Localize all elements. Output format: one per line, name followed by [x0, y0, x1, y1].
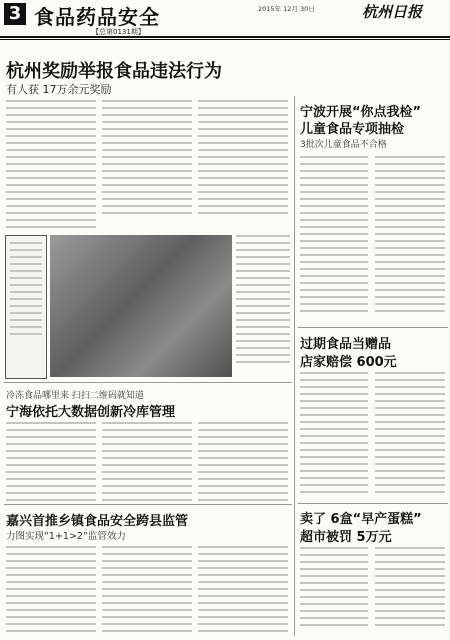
lead-subhead: 有人获 17万余元奖励: [6, 83, 112, 96]
cake-body-2: [375, 547, 445, 631]
coldchain-kicker: 冷冻食品哪里来 扫扫二维码就知道: [6, 391, 144, 401]
section-title: 食品药品安全: [34, 5, 160, 29]
date-line: 2015年 12月 30日: [258, 5, 315, 13]
left-divider-1: [4, 382, 292, 383]
column-divider: [294, 96, 295, 636]
jiaxing-body-1: [6, 546, 96, 637]
coldchain-body-2: [102, 422, 192, 506]
right-divider-1: [298, 327, 448, 328]
right-divider-2: [298, 503, 448, 504]
ningbo-subhead: 3批次儿童食品不合格: [300, 140, 387, 150]
coldchain-headline: 宁海依托大数据创新冷库管理: [6, 405, 176, 420]
page-number: 3: [4, 3, 26, 25]
lead-headline: 杭州奖励举报食品违法行为: [6, 61, 222, 82]
jiaxing-body-2: [102, 546, 192, 637]
expired-headline: 过期食品当赠品: [300, 337, 392, 352]
cake-headline: 卖了 6盒“早产蛋糕”: [300, 512, 422, 527]
photo-caption-box: [5, 235, 47, 379]
news-photo: [50, 235, 232, 377]
masthead: [0, 0, 450, 38]
coldchain-body-3: [198, 422, 288, 506]
expired-body-1: [300, 372, 368, 498]
jiaxing-body-3: [198, 546, 288, 637]
cake-headline-2: 超市被罚 5万元: [300, 530, 392, 545]
left-divider-2: [4, 504, 292, 505]
paper-name: 杭州日报: [362, 3, 423, 21]
lead-body-col-2: [102, 100, 192, 219]
coldchain-body-1: [6, 422, 96, 506]
ningbo-headline-2: 儿童食品专项抽检: [300, 122, 405, 137]
masthead-rule-thin: [0, 39, 450, 40]
photo-side-text: [236, 235, 290, 368]
section-code: 【总第0131期】: [92, 28, 145, 36]
ningbo-body-1: [300, 156, 368, 317]
lead-body-col-1: [6, 100, 96, 233]
jiaxing-subhead: 力图实现“1+1>2”监管效力: [6, 531, 126, 542]
expired-body-2: [375, 372, 445, 498]
expired-headline-2: 店家赔偿 600元: [300, 355, 397, 370]
masthead-rule: [0, 36, 450, 38]
ningbo-headline: 宁波开展“你点我检”: [300, 105, 422, 120]
lead-body-col-3: [198, 100, 288, 219]
cake-body-1: [300, 547, 368, 631]
ningbo-body-2: [375, 156, 445, 317]
jiaxing-headline: 嘉兴首推乡镇食品安全跨县监管: [6, 514, 189, 529]
